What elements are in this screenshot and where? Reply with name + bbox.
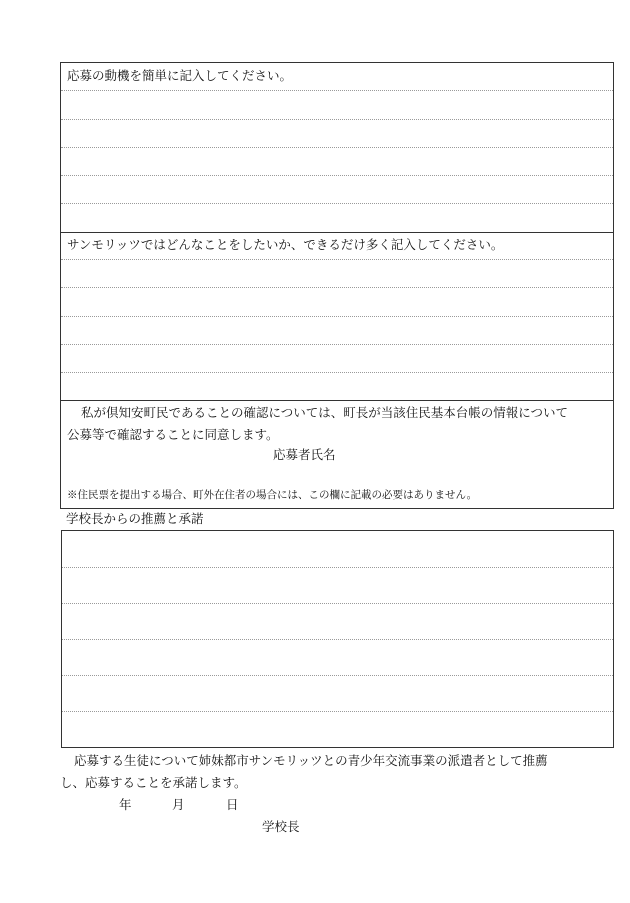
- motivation-line-5[interactable]: [61, 203, 613, 204]
- applicant-name-label: 応募者氏名: [273, 447, 336, 462]
- recommendation-line-5[interactable]: [62, 711, 613, 712]
- recommendation-line-2[interactable]: [62, 603, 613, 604]
- activities-line-4[interactable]: [61, 344, 613, 345]
- date-day-label: 日: [226, 797, 239, 812]
- consent-note: ※住民票を提出する場合、町外在住者の場合には、この欄に記載の必要はありません。: [67, 489, 478, 501]
- section-divider-1: [60, 232, 614, 233]
- motivation-line-3[interactable]: [61, 147, 613, 148]
- activities-line-3[interactable]: [61, 316, 613, 317]
- approval-statement-line-1: 応募する生徒について姉妹都市サンモリッツとの青少年交流事業の派遣者として推薦: [74, 753, 548, 768]
- date-month-label: 月: [172, 797, 185, 812]
- principal-label: 学校長: [262, 819, 300, 834]
- activities-line-2[interactable]: [61, 287, 613, 288]
- motivation-prompt: 応募の動機を簡単に記入してください。: [67, 68, 293, 83]
- recommendation-heading: 学校長からの推薦と承諾: [66, 511, 204, 526]
- section-divider-2: [60, 400, 614, 401]
- date-year-label: 年: [119, 797, 132, 812]
- motivation-line-4[interactable]: [61, 175, 613, 176]
- activities-prompt: サンモリッツではどんなことをしたいか、できるだけ多く記入してください。: [67, 237, 504, 252]
- recommendation-line-4[interactable]: [62, 675, 613, 676]
- motivation-line-1[interactable]: [61, 90, 613, 91]
- motivation-line-2[interactable]: [61, 119, 613, 120]
- recommendation-line-1[interactable]: [62, 567, 613, 568]
- activities-line-1[interactable]: [61, 259, 613, 260]
- approval-statement-line-2: し、応募することを承諾します。: [60, 775, 247, 790]
- consent-line-2: 公募等で確認することに同意します。: [67, 427, 279, 442]
- consent-line-1: 私が倶知安町民であることの確認については、町長が当該住民基本台帳の情報について: [81, 405, 569, 420]
- recommendation-box: [61, 530, 614, 748]
- activities-line-5[interactable]: [61, 372, 613, 373]
- recommendation-line-3[interactable]: [62, 639, 613, 640]
- application-form-box: [60, 62, 614, 509]
